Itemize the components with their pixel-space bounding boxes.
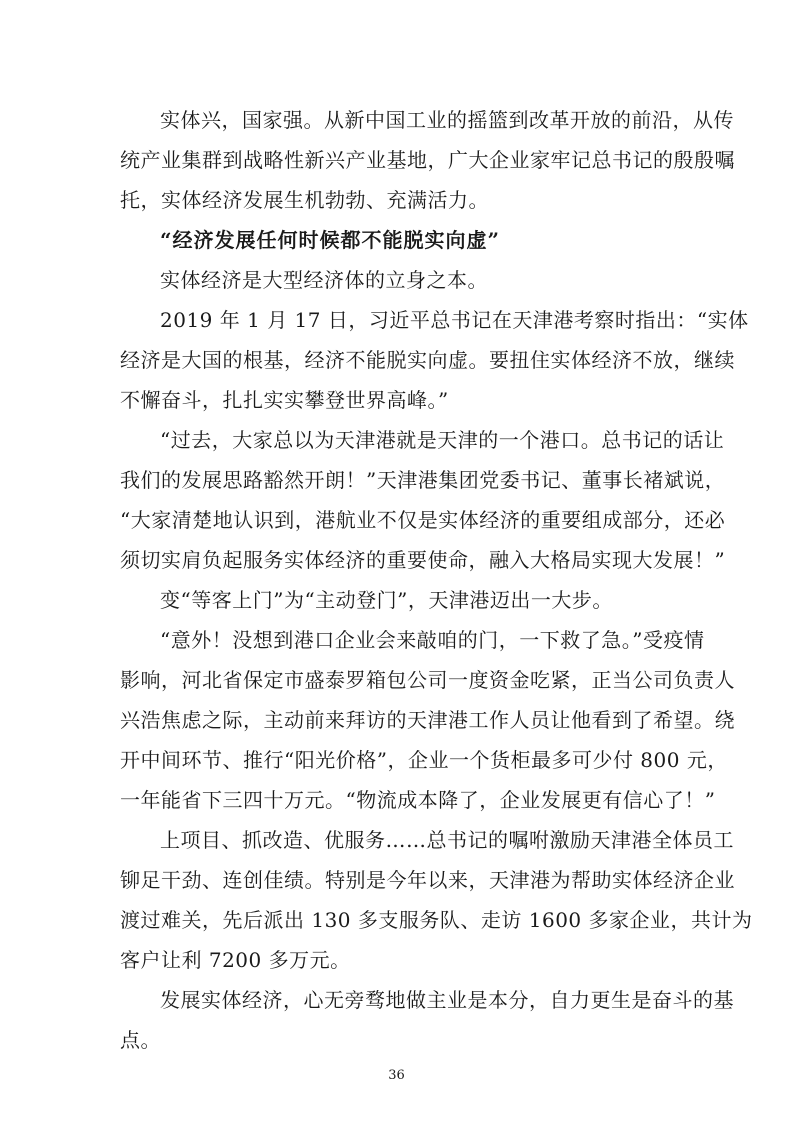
paragraph-line: “过去，大家总以为天津港就是天津的一个港口。总书记的话让 bbox=[160, 428, 725, 452]
paragraph-line: 点。 bbox=[120, 1028, 161, 1052]
paragraph-line: 开中间环节、推行“阳光价格”，企业一个货柜最多可少付 800 元， bbox=[120, 748, 728, 772]
paragraph-line: 铆足干劲、连创佳绩。特别是今年以来，天津港为帮助实体经济企业 bbox=[120, 868, 735, 892]
paragraph-line: 我们的发展思路豁然开朗！”天津港集团党委书记、董事长褚斌说， bbox=[120, 468, 726, 492]
paragraph-line: 经济是大国的根基，经济不能脱实向虚。要扭住实体经济不放，继续 bbox=[120, 348, 735, 372]
paragraph-line: 客户让利 7200 多万元。 bbox=[120, 948, 351, 972]
paragraph-line: 实体兴，国家强。从新中国工业的摇篮到改革开放的前沿，从传 bbox=[160, 108, 734, 132]
paragraph-line: 一年能省下三四十万元。“物流成本降了，企业发展更有信心了！” bbox=[120, 788, 716, 812]
paragraph-line: 兴浩焦虑之际，主动前来拜访的天津港工作人员让他看到了希望。绕 bbox=[120, 708, 735, 732]
paragraph-line: 须切实肩负起服务实体经济的重要使命，融入大格局实现大发展！” bbox=[120, 548, 726, 572]
paragraph-line: 影响，河北省保定市盛泰罗箱包公司一度资金吃紧，正当公司负责人 bbox=[120, 668, 735, 692]
section-heading: “经济发展任何时候都不能脱实向虚” bbox=[160, 228, 501, 252]
paragraph-line: “意外！没想到港口企业会来敲咱的门，一下救了急。”受疫情 bbox=[160, 628, 705, 652]
page-number: 36 bbox=[388, 1068, 405, 1083]
paragraph-line: 渡过难关，先后派出 130 多支服务队、走访 1600 多家企业，共计为 bbox=[120, 908, 753, 932]
paragraph-line: 变“等客上门”为“主动登门”，天津港迈出一大步。 bbox=[160, 588, 613, 612]
paragraph-line: 托，实体经济发展生机勃勃、充满活力。 bbox=[120, 188, 489, 212]
paragraph-line: 不懈奋斗，扎扎实实攀登世界高峰。” bbox=[120, 388, 449, 412]
paragraph-line: 上项目、抓改造、优服务……总书记的嘱咐激励天津港全体员工 bbox=[160, 828, 734, 852]
paragraph-line: 实体经济是大型经济体的立身之本。 bbox=[160, 268, 488, 292]
paragraph-line: 2019 年 1 月 17 日，习近平总书记在天津港考察时指出：“实体 bbox=[160, 308, 749, 332]
paragraph-line: 统产业集群到战略性新兴产业基地，广大企业家牢记总书记的殷殷嘱 bbox=[120, 148, 735, 172]
paragraph-line: “大家清楚地认识到，港航业不仅是实体经济的重要组成部分，还必 bbox=[120, 508, 726, 532]
paragraph-line: 发展实体经济，心无旁骛地做主业是本分，自力更生是奋斗的基 bbox=[160, 988, 734, 1012]
